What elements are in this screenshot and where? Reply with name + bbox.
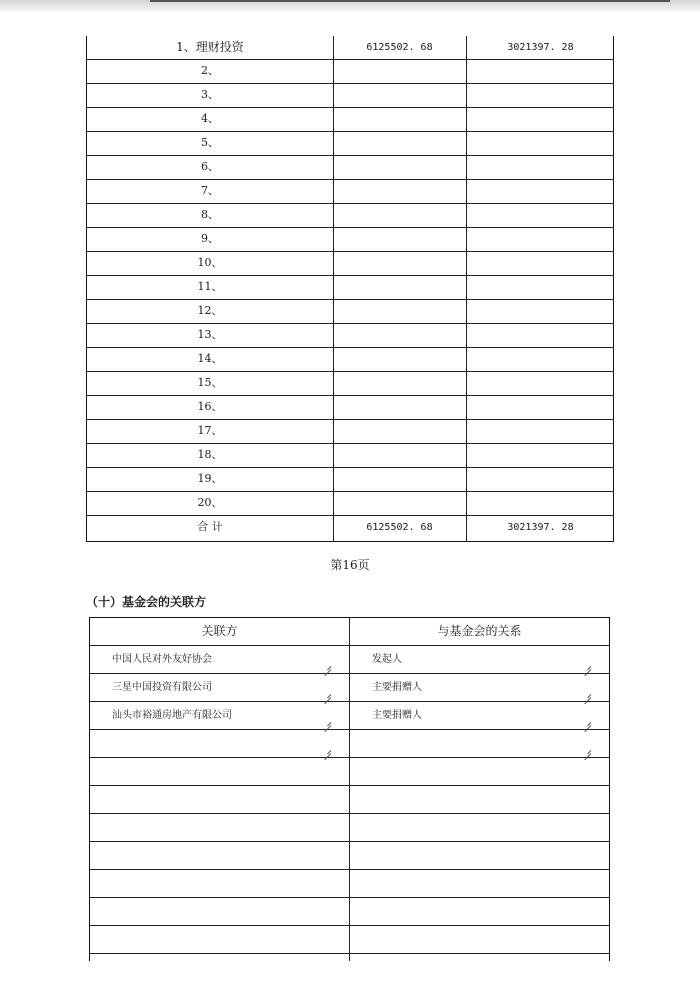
section-title: （十）基金会的关联方 [86, 595, 207, 609]
resize-grip-icon[interactable] [584, 719, 591, 726]
row-value-current [333, 252, 467, 275]
table-row [87, 444, 614, 468]
investment-table [86, 36, 614, 542]
table-row [90, 898, 609, 926]
row-value-prior [467, 492, 614, 515]
row-value-prior [467, 420, 614, 443]
row-value-current [333, 204, 467, 227]
row-value-current [333, 60, 467, 83]
row-value-prior [467, 84, 614, 107]
row-label: 19、 [87, 468, 334, 491]
relationship-cell [350, 758, 609, 785]
resize-grip-icon[interactable] [324, 663, 331, 670]
row-value-current [333, 348, 467, 371]
row-label: 10、 [87, 252, 334, 275]
row-value-current: 6125502. 68 [333, 516, 467, 541]
table-row [87, 276, 614, 300]
row-value-current [333, 276, 467, 299]
table-row [87, 84, 614, 108]
relationship-cell[interactable] [350, 702, 609, 729]
table-row [87, 156, 614, 180]
table-header-row [90, 618, 609, 646]
row-value-current [333, 324, 467, 347]
relationship-cell [350, 898, 609, 925]
row-label: 合 计 [87, 516, 334, 541]
row-value-prior [467, 60, 614, 83]
header-related-party: 关联方 [201, 624, 238, 638]
row-value-prior [467, 468, 614, 491]
relationship-cell[interactable] [350, 674, 609, 701]
table-row [90, 926, 609, 954]
table-row [87, 60, 614, 84]
row-value-prior [467, 300, 614, 323]
scan-top-rule [150, 0, 670, 2]
table-row [87, 180, 614, 204]
relationship-cell [350, 870, 609, 897]
row-value-prior: 3021397. 28 [507, 42, 574, 53]
row-value-prior [467, 108, 614, 131]
row-label: 4、 [87, 108, 334, 131]
related-party-cell [90, 758, 349, 785]
row-label: 15、 [87, 372, 334, 395]
row-value-current [333, 180, 467, 203]
table-total-row [87, 516, 614, 541]
row-value-prior [467, 204, 614, 227]
relationship-cell[interactable] [350, 730, 609, 757]
row-value-current [333, 468, 467, 491]
related-party-cell[interactable] [90, 730, 349, 757]
row-value-current [333, 108, 467, 131]
scan-top-edge [0, 0, 700, 14]
resize-grip-icon[interactable] [324, 691, 331, 698]
row-label: 6、 [87, 156, 334, 179]
table-row [90, 674, 609, 702]
related-party-cell [90, 786, 349, 813]
related-party-cell [90, 870, 349, 897]
row-label: 20、 [87, 492, 334, 515]
table-row [90, 646, 609, 674]
row-value-current [333, 132, 467, 155]
table-row [90, 758, 609, 786]
resize-grip-icon[interactable] [324, 719, 331, 726]
relationship-text: 主要捐赠人 [372, 682, 422, 693]
table-row [87, 492, 614, 516]
resize-grip-icon[interactable] [584, 747, 591, 754]
row-label: 17、 [87, 420, 334, 443]
relationship-cell [350, 814, 609, 841]
row-label: 8、 [87, 204, 334, 227]
relationship-text: 主要捐赠人 [372, 710, 422, 721]
row-value-current [333, 444, 467, 467]
related-party-cell [90, 814, 349, 841]
related-parties-table [89, 617, 610, 961]
row-value-current [333, 396, 467, 419]
row-value-current [333, 84, 467, 107]
relationship-cell [350, 926, 609, 953]
table-row [87, 228, 614, 252]
table-row [87, 324, 614, 348]
row-label: 2、 [87, 60, 334, 83]
related-party-cell [90, 842, 349, 869]
related-party-cell[interactable] [90, 674, 349, 701]
row-value-prior [467, 252, 614, 275]
row-label: 14、 [87, 348, 334, 371]
resize-grip-icon[interactable] [584, 663, 591, 670]
row-label: 3、 [87, 84, 334, 107]
relationship-cell [350, 786, 609, 813]
page-number: 第16页 [330, 558, 370, 572]
row-value-current [333, 492, 467, 515]
table-row [90, 842, 609, 870]
related-party-name: 中国人民对外友好协会 [112, 654, 212, 665]
related-party-cell [90, 898, 349, 925]
resize-grip-icon[interactable] [584, 691, 591, 698]
row-label: 12、 [87, 300, 334, 323]
row-value-prior [467, 348, 614, 371]
row-value-current [333, 372, 467, 395]
row-label: 16、 [87, 396, 334, 419]
related-party-cell[interactable] [90, 702, 349, 729]
row-label: 9、 [87, 228, 334, 251]
table-row [90, 814, 609, 842]
row-value-prior [467, 396, 614, 419]
row-value-prior [467, 444, 614, 467]
table-row [87, 300, 614, 324]
row-label: 1、理财投资 [87, 36, 334, 59]
row-label: 7、 [87, 180, 334, 203]
relationship-cell[interactable] [350, 646, 609, 673]
related-party-cell [90, 926, 349, 953]
related-party-cell[interactable] [90, 646, 349, 673]
table-row [90, 730, 609, 758]
row-value-prior: 3021397. 28 [507, 522, 574, 533]
row-value-current [333, 300, 467, 323]
row-value-prior [467, 180, 614, 203]
table-row [87, 396, 614, 420]
header-relationship: 与基金会的关系 [437, 624, 522, 638]
row-value-current: 6125502. 68 [333, 36, 467, 59]
row-label: 11、 [87, 276, 334, 299]
row-value-current [333, 156, 467, 179]
row-value-current [333, 228, 467, 251]
table-row [90, 870, 609, 898]
row-value-prior [467, 228, 614, 251]
table-row [87, 108, 614, 132]
table-row [87, 468, 614, 492]
row-value-prior [467, 372, 614, 395]
row-value-current [333, 420, 467, 443]
related-party-name: 汕头市裕通房地产有限公司 [112, 710, 232, 721]
table-row [87, 36, 614, 60]
table-row [87, 420, 614, 444]
table-row [90, 702, 609, 730]
relationship-text: 发起人 [372, 654, 402, 665]
table-row [87, 132, 614, 156]
row-label: 5、 [87, 132, 334, 155]
table-row [87, 204, 614, 228]
table-row [90, 786, 609, 814]
row-value-prior [467, 276, 614, 299]
relationship-cell [350, 842, 609, 869]
row-value-prior [467, 132, 614, 155]
row-value-prior [467, 324, 614, 347]
related-party-name: 三星中国投资有限公司 [112, 682, 212, 693]
table-row [87, 372, 614, 396]
row-value-prior [467, 156, 614, 179]
table-row [87, 348, 614, 372]
row-label: 13、 [87, 324, 334, 347]
resize-grip-icon[interactable] [324, 747, 331, 754]
table-row [87, 252, 614, 276]
row-label: 18、 [87, 444, 334, 467]
